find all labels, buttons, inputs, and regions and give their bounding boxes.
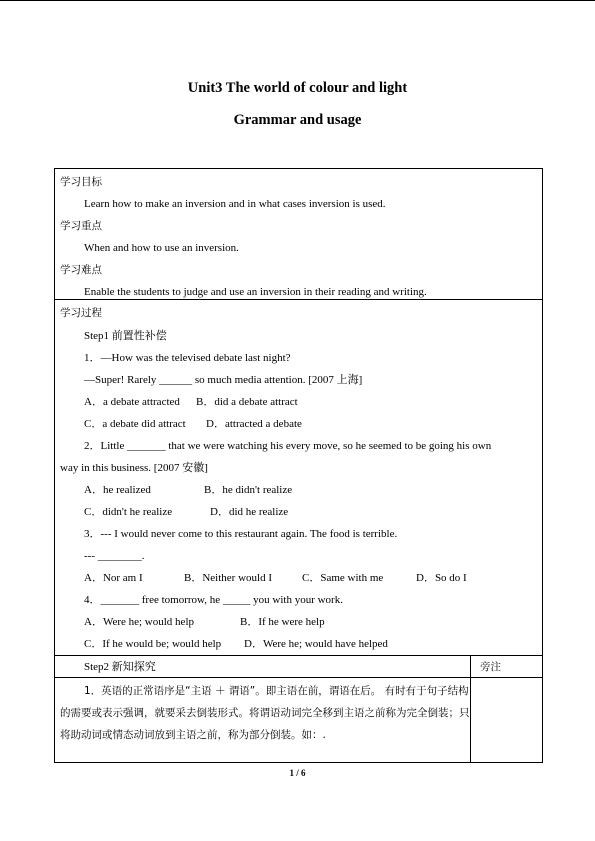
goal-label: 学习目标 <box>60 176 102 188</box>
page-number: 1 / 6 <box>289 768 306 778</box>
document-subtitle: Grammar and usage <box>233 112 362 128</box>
goal-text: Learn how to make an inversion and in what cases inversion is used. <box>84 198 386 210</box>
step2-header-divider <box>54 677 543 678</box>
question-3-option-b: B．Neither would I <box>184 572 272 584</box>
side-note-label: 旁注 <box>480 661 501 673</box>
document-title: Unit3 The world of colour and light <box>187 80 408 96</box>
question-2-option-a: A．he realized <box>84 484 151 496</box>
focus-label: 学习重点 <box>60 220 102 232</box>
difficulty-text: Enable the students to judge and use an inversion in their reading and writing. <box>84 286 427 298</box>
question-1-option-b: B．did a debate attract <box>196 396 298 408</box>
question-2-option-c: C．didn't he realize <box>84 506 173 518</box>
step2-paragraph: 1．英语的正常语序是“主语 ＋ 谓语”。即主语在前，谓语在后。 有时有于句子结构的需要或表示强调，就要采去倒装形式。将谓语动词完全移到主语之前称为完全倒装；只将助动词或情态动词放到主语之前，称为部分倒装。如：. <box>60 685 470 741</box>
question-3-option-a: A．Nor am I <box>84 572 143 584</box>
question-4-option-d: D．Were he; would have helped <box>244 638 388 650</box>
question-3-blank: --- ________. <box>84 550 145 562</box>
question-1-option-a: A．a debate attracted <box>84 396 180 408</box>
step2-heading: Step2 新知探究 <box>84 661 156 673</box>
focus-text: When and how to use an inversion. <box>84 242 239 254</box>
question-4-option-a: A．Were he; would help <box>84 616 194 628</box>
question-3-option-c: C．Same with me <box>302 572 384 584</box>
difficulty-label: 学习难点 <box>60 264 102 276</box>
table-divider-goals <box>54 299 543 300</box>
process-label: 学习过程 <box>60 307 102 319</box>
step1-heading: Step1 前置性补偿 <box>84 330 167 342</box>
question-1-option-d: D．attracted a debate <box>206 418 302 430</box>
question-2-stem: 2．Little _______ that we were watching his every move, so he seemed to be going his own <box>84 440 492 452</box>
top-rule <box>0 0 595 1</box>
question-1-stem: 1．—How was the televised debate last night? <box>84 352 291 364</box>
question-2-option-d: D．did he realize <box>210 506 289 518</box>
question-1-blank: —Super! Rarely ______ so much media attention. [2007 上海] <box>84 374 363 386</box>
question-4-stem: 4．_______ free tomorrow, he _____ you with your work. <box>84 594 343 606</box>
question-3-stem: 3．--- I would never come to this restaurant again. The food is terrible. <box>84 528 398 540</box>
question-4-option-c: C．If he would be; would help <box>84 638 222 650</box>
question-4-option-b: B．If he were help <box>240 616 325 628</box>
question-2-option-b: B．he didn't realize <box>204 484 293 496</box>
question-2-stem-cont: way in this business. [2007 安徽] <box>60 462 208 474</box>
question-3-option-d: D．So do I <box>416 572 467 584</box>
question-1-option-c: C．a debate did attract <box>84 418 186 430</box>
